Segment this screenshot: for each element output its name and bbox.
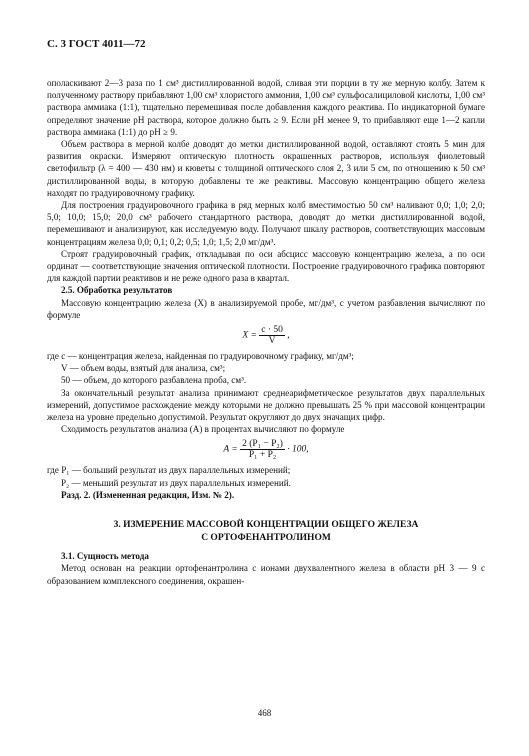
definition-c: где c — концентрация железа, найденная по градуировочному графику, мг/дм³;	[47, 351, 354, 362]
definition-p1: где P₁ — больший результат из двух параллельных измерений;	[47, 465, 291, 476]
formula-x-denominator: V	[268, 336, 276, 347]
paragraph-convergence: Сходимость результатов анализа (A) в процентах вычисляют по формуле	[61, 424, 345, 435]
revision-note: Разд. 2. (Измененная редакция, Изм. № 2).	[61, 489, 235, 500]
paragraph-calibration: Для построения градуировочного графика в ряд мерных колб вместимостью 50 см³ наливают 0,0; 1,0; 2,0; 5,0; 10,0; 15,0; 20,0 см³ рабочего стандартного раствора, доводят до метки дистиллированной водой, перемешивают и анализируют, как исследуемую воду. Получают шкалу растворов, соответствующих массовым концентрациям железа 0,0; 0,1; 0,2; 0,5; 1,0; 1,5; 2,0 мг/дм³.	[47, 200, 485, 247]
formula-x-numerator: c · 50	[261, 325, 283, 336]
page-number: 468	[257, 708, 272, 718]
section-heading-3-line1: 3. ИЗМЕРЕНИЕ МАССОВОЙ КОНЦЕНТРАЦИИ ОБЩЕГО ЖЕЛЕЗА	[113, 520, 419, 531]
section-heading-2-5: 2.5. Обработка результатов	[61, 285, 173, 296]
formula-a-numerator: 2 (P₁ − P₂)	[242, 439, 283, 450]
paragraph-method: Метод основан на реакции ортофенантролина с ионами двухвалентного железа в области рН 3 — 9 с образованием комплексного соединения, окрашен-	[47, 563, 485, 586]
definitions-x	[47, 350, 485, 387]
formula-a-lhs: A =	[223, 445, 238, 456]
paragraph-volume: Объем раствора в мерной колбе доводят до метки дистиллированной водой, оставляют стоять 5 мин для развития окраски. Измеряют оптическую плотность окрашенных растворов, используя фиолетовый светофильтр (λ = 400 — 430 нм) и кюветы с толщиной оптического слоя 2, 3 или 5 см, по отношению к 50 см³ дистиллированной воды, в которую добавлены те же реактивы. Массовую концентрацию общего железа находят по градуировочному графику.	[47, 139, 485, 198]
formula-x-end: ,	[287, 330, 290, 341]
formula-a-denominator: P₁ + P₂	[248, 450, 277, 461]
section-heading-3	[47, 519, 485, 544]
definition-v: V — объем воды, взятый для анализа, см³;	[61, 363, 226, 374]
document-page	[47, 38, 485, 587]
formula-x-fraction	[259, 325, 285, 346]
paragraph-graph: Строят градуировочный график, откладывая по оси абсцисс массовую концентрацию железа, а по оси ординат — соответствующие значения оптической плотности. Построение градуировочного графика повторяют для каждой партии реактивов и не реже одного раза в квартал.	[47, 248, 485, 284]
formula-a-end: · 100,	[287, 445, 309, 456]
formula-a	[47, 439, 485, 460]
definition-50: 50 — объем, до которого разбавлена проба, см³.	[61, 375, 247, 386]
definition-p2: P₂ — меньший результат из двух параллельных измерений.	[61, 477, 291, 488]
formula-x	[47, 325, 485, 346]
paragraph-final-result: За окончательный результат анализа принимают среднеарифметическое результатов двух параллельных измерений, допустимое расхождение между которыми не должно превышать 25 % при массовой концентрации железа на уровне предельно допустимой. Результат округляют до двух значащих цифр.	[47, 387, 485, 423]
section-heading-3-line2: С ОРТОФЕНАНТРОЛИНОМ	[201, 532, 331, 543]
running-header: С. 3 ГОСТ 4011—72	[47, 38, 146, 50]
definitions-a	[47, 464, 485, 488]
paragraph-mass-concentration: Массовую концентрацию железа (X) в анализируемой пробе, мг/дм³, с учетом разбавления вычисляют по формуле	[47, 297, 485, 320]
formula-x-lhs: X =	[242, 330, 257, 341]
formula-a-fraction	[240, 439, 285, 460]
section-heading-3-1: 3.1. Сущность метода	[61, 551, 149, 562]
paragraph-rinse: ополаскивают 2—3 раза по 1 см³ дистиллированной водой, сливая эти порции в ту же мерную колбу. Затем к полученному раствору прибавляют 1,00 см³ хлористого аммония, 1,00 см³ сульфосалициловой кислоты, 1,00 см³ раствора аммиака (1:1), тщательно перемешивая после добавления каждого реактива. По индикаторной бумаге определяют значение рН раствора, которое должно быть ≥ 9. Если рН менее 9, то прибавляют еще 1—2 капли раствора аммиака (1:1) до рН ≥ 9.	[47, 78, 485, 137]
